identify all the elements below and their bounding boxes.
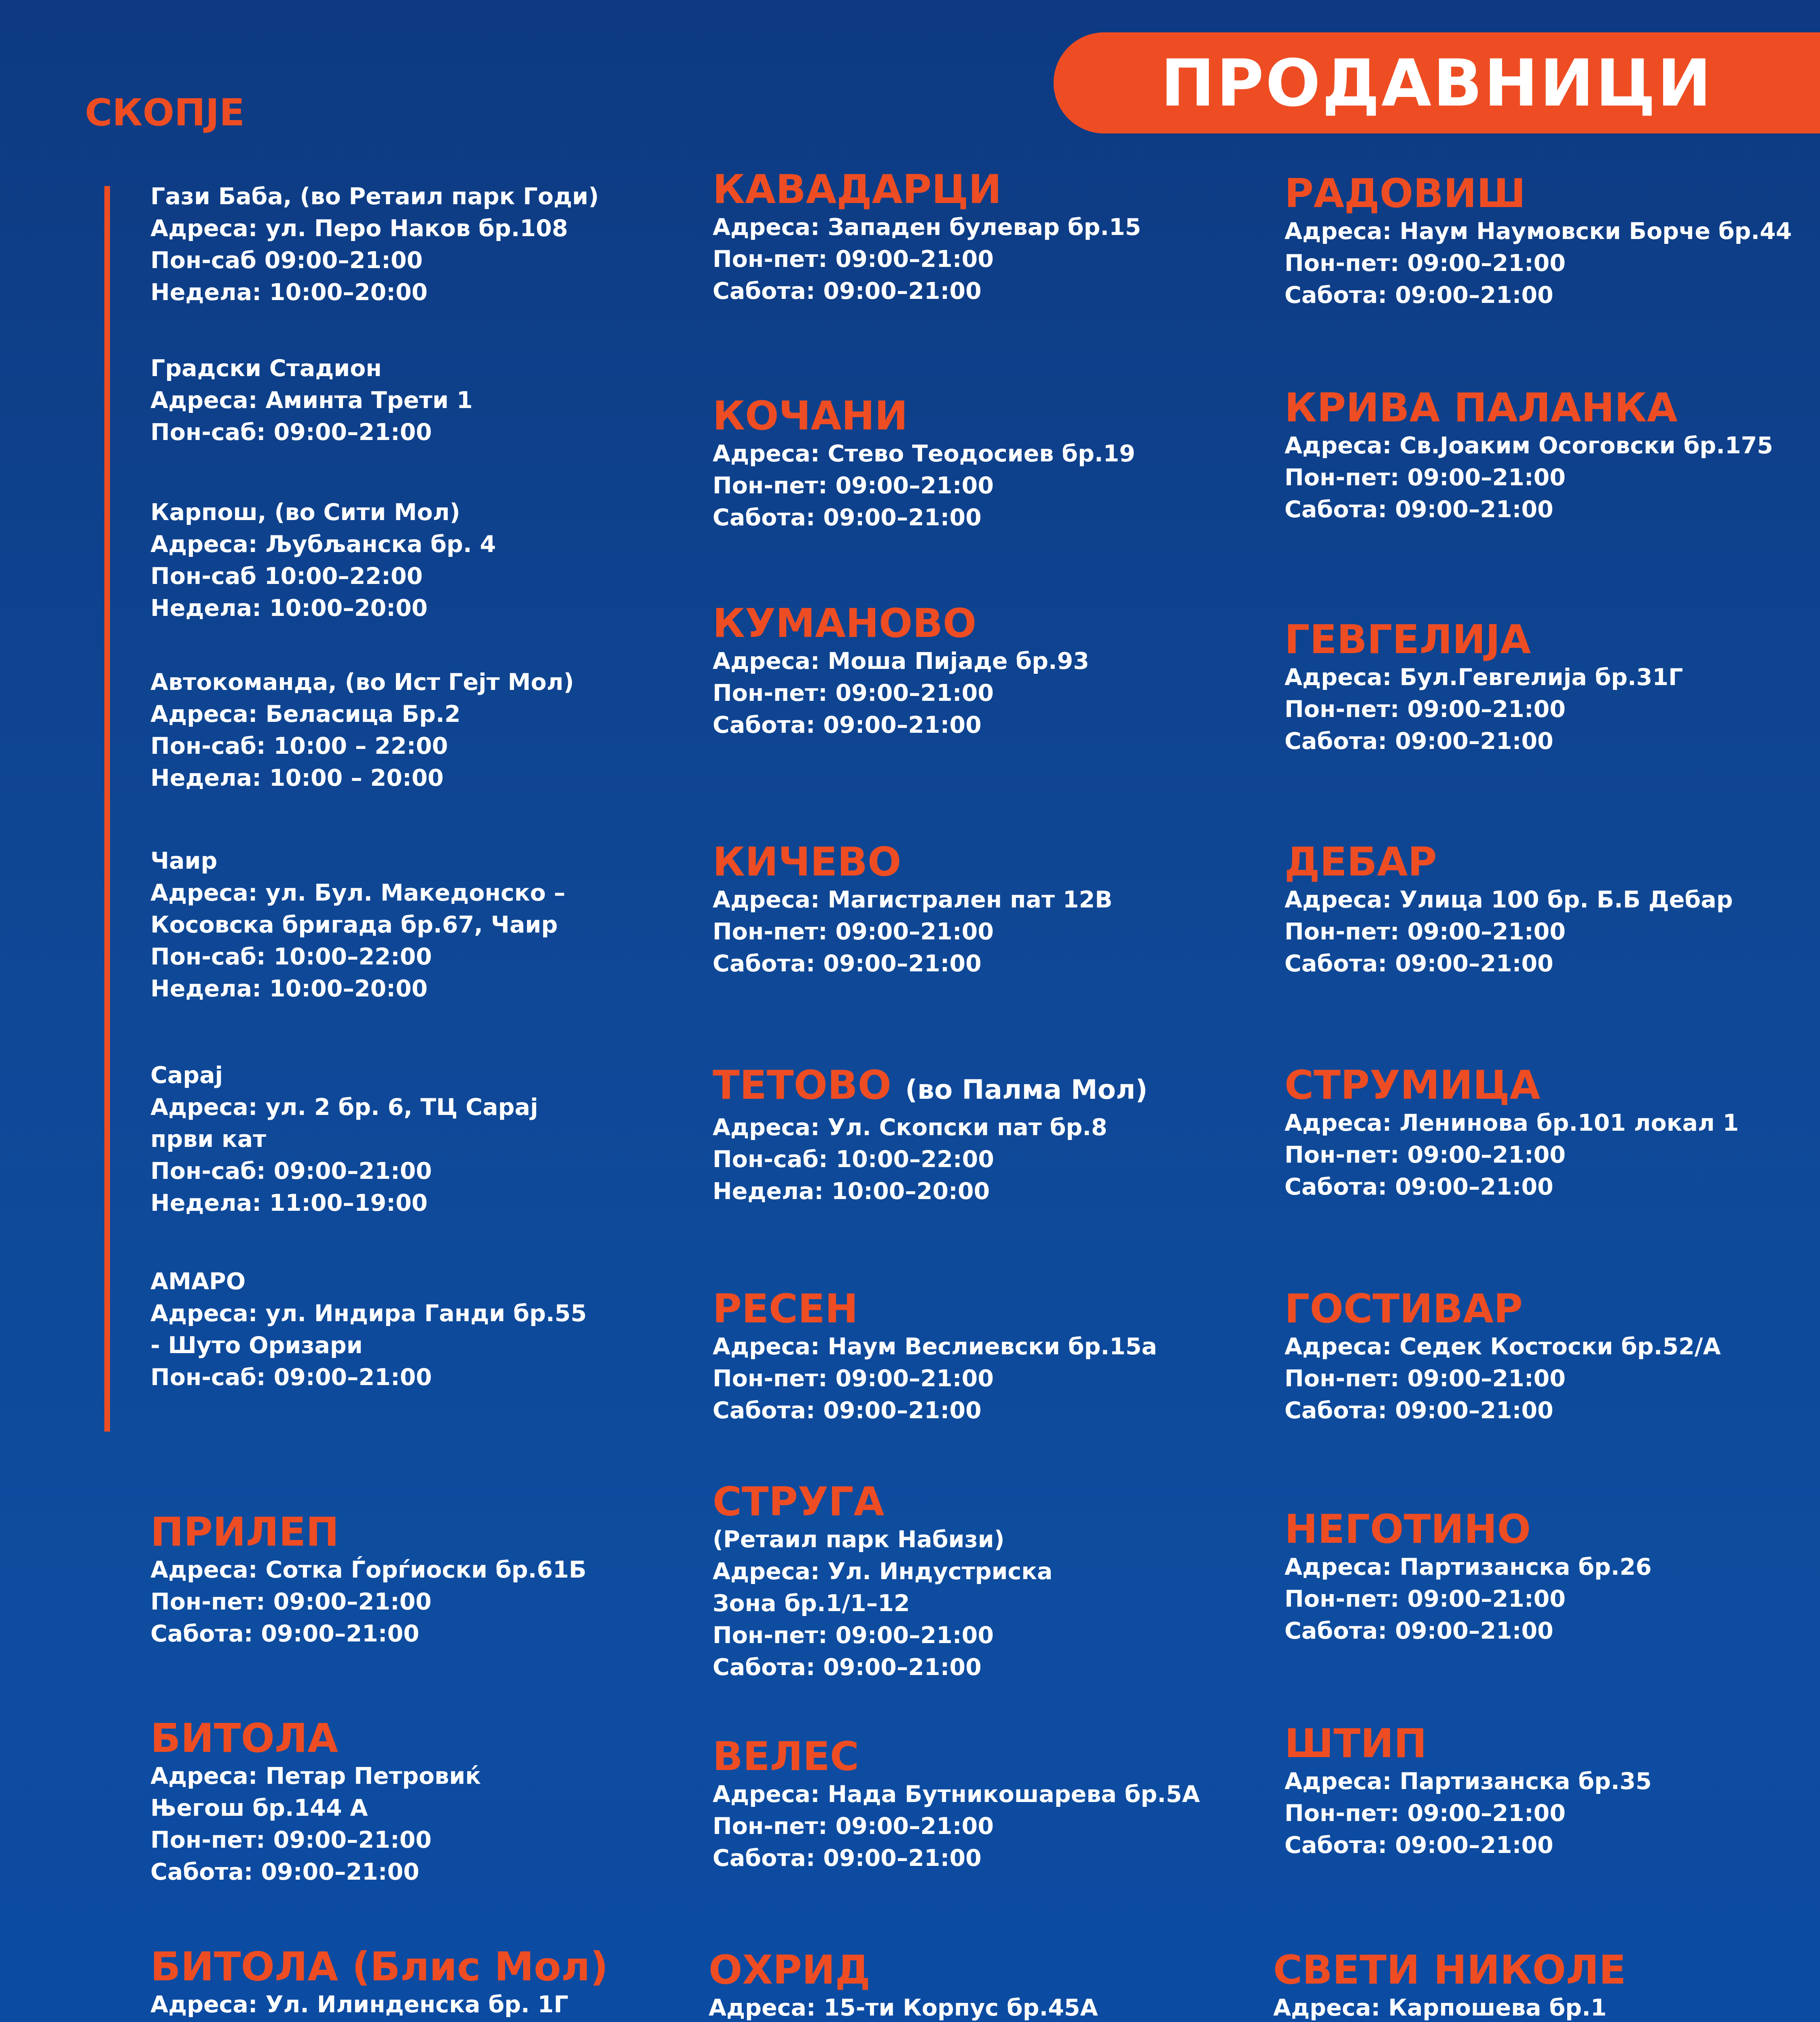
store-line: Адреса: Нада Бутникошарева бр.5А [713, 1781, 1200, 1808]
store-line: Недела: 10:00–20:00 [150, 975, 428, 1002]
store-line: Адреса: Партизанска бр.26 [1285, 1554, 1652, 1580]
store-line: Сабота: 09:00–21:00 [713, 278, 982, 305]
city-name: БИТОЛА [150, 1715, 339, 1762]
store-line: Пон-саб: 09:00–21:00 [150, 419, 432, 446]
store-line: Адреса: ул. Перо Наков бр.108 [150, 215, 568, 242]
store-line: Недела: 10:00 – 20:00 [150, 765, 444, 791]
city-store-shtip [1285, 1722, 1652, 1861]
store-line: Сабота: 09:00–21:00 [713, 1845, 982, 1872]
store-line: Адреса: Партизанска бр.35 [1285, 1768, 1652, 1795]
city-name-text: ТЕТОВО [713, 1062, 891, 1108]
store-line: први кат [150, 1126, 267, 1153]
store-line: Градски Стадион [150, 355, 382, 382]
city-note: (во Палма Мол) [905, 1074, 1148, 1105]
store-line: Пон-пет: 09:00–21:00 [1285, 250, 1566, 277]
store-line: Адреса: Стево Теодосиев бр.19 [713, 440, 1135, 467]
city-name: ОХРИД [709, 1947, 870, 1993]
store-line: Пон-саб: 09:00–21:00 [150, 1364, 432, 1391]
store-line: Пон-пет: 09:00–21:00 [713, 246, 994, 273]
store-line: Адреса: Петар Петровиќ [150, 1763, 481, 1789]
city-store-struga [713, 1480, 1052, 1684]
skopje-store [150, 181, 599, 309]
city-store-gevgelija [1285, 618, 1683, 757]
store-line: Адреса: Улица 100 бр. Б.Б Дебар [1285, 886, 1733, 913]
store-line: Недела: 10:00–20:00 [713, 1178, 990, 1205]
store-line: Пон-саб 09:00–21:00 [150, 247, 423, 274]
page-title: ПРОДАВНИЦИ [1054, 32, 1820, 133]
store-line: Адреса: Моша Пијаде бр.93 [713, 648, 1089, 675]
city-name: СТРУГА [713, 1479, 885, 1525]
store-line: АМАРО [150, 1268, 246, 1295]
store-line: Сабота: 09:00–21:00 [150, 1620, 419, 1647]
store-line: Гази Баба, (во Ретаил парк Годи) [150, 183, 599, 210]
city-store-veles [713, 1735, 1200, 1874]
store-line: Адреса: Магистрален пат 12В [713, 886, 1113, 913]
store-line: Сабота: 09:00–21:00 [1285, 282, 1553, 309]
store-line: Сабота: 09:00–21:00 [1285, 1174, 1553, 1200]
store-line: Пон-пет: 09:00–21:00 [713, 472, 994, 499]
store-line: Адреса: Карпошева бр.1 [1273, 1995, 1607, 2021]
store-line: Недела: 11:00–19:00 [150, 1190, 428, 1216]
store-line: Пон-саб: 10:00–22:00 [150, 943, 432, 970]
store-line: Сарај [150, 1062, 223, 1089]
store-line: Сабота: 09:00–21:00 [713, 1397, 982, 1424]
city-store-radovish [1285, 172, 1792, 311]
store-line: Сабота: 09:00–21:00 [150, 1859, 419, 1885]
store-line: - Шуто Оризари [150, 1332, 363, 1359]
store-line: Адреса: Наум Наумовски Борче бр.44 [1285, 218, 1792, 245]
city-store-kavadarci [713, 168, 1141, 307]
city-name: ГОСТИВАР [1285, 1286, 1523, 1332]
store-line: Пон-пет: 09:00–21:00 [1285, 1365, 1566, 1392]
store-line: Пон-пет: 09:00–21:00 [1285, 464, 1566, 491]
region-title-skopje: СКОПЈЕ [85, 91, 245, 134]
store-line: Пон-саб: 09:00–21:00 [150, 1158, 432, 1184]
store-line: Адреса: Ул. Илинденска бр. 1Г [150, 1991, 569, 2018]
skopje-store [150, 1266, 587, 1394]
store-line: (Ретаил парк Набизи) [713, 1526, 1005, 1553]
skopje-store [150, 497, 496, 624]
store-line: Адреса: Бул.Гевгелија бр.31Г [1285, 664, 1683, 691]
city-store-prilep [150, 1510, 586, 1650]
store-line: Пон-пет: 09:00–21:00 [1285, 918, 1566, 945]
store-line: Пон-пет: 09:00–21:00 [1285, 1586, 1566, 1612]
store-line: Адреса: Ленинова бр.101 локал 1 [1285, 1110, 1739, 1136]
city-name: КИЧЕВО [713, 839, 902, 885]
store-line: Адреса: Беласица Бр.2 [150, 701, 461, 728]
store-line: Адреса: ул. Индира Ганди бр.55 [150, 1300, 587, 1327]
store-line: Сабота: 09:00–21:00 [713, 712, 982, 738]
store-line: Пон-пет: 09:00–21:00 [713, 680, 994, 706]
city-store-bitola-blis [150, 1945, 608, 2022]
store-line: Пон-пет: 09:00–21:00 [713, 1365, 994, 1392]
store-line: Адреса: 15-ти Корпус бр.45А [709, 1995, 1098, 2021]
store-line: Пон-пет: 09:00–21:00 [713, 918, 994, 945]
store-line: Пон-пет: 09:00–21:00 [1285, 1142, 1566, 1168]
city-store-negotino [1285, 1508, 1652, 1647]
city-name: НЕГОТИНО [1285, 1506, 1531, 1552]
store-line: Пон-пет: 09:00–21:00 [713, 1813, 994, 1840]
skopje-store [150, 353, 473, 448]
store-line: Сабота: 09:00–21:00 [713, 504, 982, 531]
store-line: Пон-пет: 09:00–21:00 [150, 1827, 432, 1853]
city-store-ohrid [709, 1948, 1098, 2022]
store-line: Сабота: 09:00–21:00 [1285, 950, 1553, 977]
store-line: Зона бр.1/1–12 [713, 1590, 910, 1617]
city-name: ВЕЛЕС [713, 1734, 859, 1780]
city-name: БИТОЛА (Блис Мол) [150, 1944, 608, 1990]
city-store-tetovo [713, 1064, 1147, 1208]
city-name: КРИВА ПАЛАНКА [1285, 385, 1678, 431]
store-line: Адреса: Наум Веслиевски бр.15а [713, 1333, 1157, 1360]
store-line: Сабота: 09:00–21:00 [1285, 496, 1553, 523]
store-line: Адреса: Западен булевар бр.15 [713, 214, 1141, 241]
skopje-store [150, 666, 574, 794]
store-line: Пон-пет: 09:00–21:00 [713, 1622, 994, 1649]
store-line: Адреса: Ул. Индустриска [713, 1558, 1053, 1585]
city-name: ПРИЛЕП [150, 1509, 339, 1555]
city-store-sveti-nikole [1273, 1948, 1626, 2022]
city-name: ГЕВГЕЛИЈА [1285, 617, 1531, 663]
city-name: КУМАНОВО [713, 601, 977, 647]
store-line: Пон-саб: 10:00 – 22:00 [150, 733, 448, 759]
store-line: Адреса: ул. 2 бр. 6, ТЦ Сарај [150, 1094, 538, 1121]
city-store-gostivar [1285, 1287, 1721, 1427]
store-line: Пон-пет: 09:00–21:00 [150, 1588, 432, 1615]
city-name: ДЕБАР [1285, 839, 1437, 885]
store-line: Пон-пет: 09:00–21:00 [1285, 1800, 1566, 1827]
city-name [713, 1064, 1147, 1112]
city-store-kochani [713, 394, 1135, 534]
store-line: Адреса: ул. Бул. Македонско – [150, 880, 565, 906]
store-line: Адреса: Седек Костоски бр.52/А [1285, 1333, 1721, 1360]
store-line: Адреса: Св.Јоаким Осоговски бр.175 [1285, 432, 1773, 459]
store-line: Пон-саб: 10:00–22:00 [713, 1146, 994, 1173]
store-line: Адреса: Сотка Ѓорѓиоски бр.61Б [150, 1557, 586, 1583]
store-line: Сабота: 09:00–21:00 [1285, 1397, 1553, 1424]
skopje-store [150, 1060, 538, 1219]
city-store-kriva-palanka [1285, 386, 1773, 526]
store-line: Сабота: 09:00–21:00 [713, 950, 982, 977]
store-line: Карпош, (во Сити Мол) [150, 499, 460, 526]
store-line: Автокоманда, (во Ист Гејт Мол) [150, 669, 574, 696]
store-line: Недела: 10:00–20:00 [150, 595, 428, 622]
city-name: ШТИП [1285, 1721, 1427, 1767]
store-line: Чаир [150, 848, 218, 874]
city-name: РЕСЕН [713, 1286, 858, 1332]
store-line: Његош бр.144 А [150, 1795, 368, 1821]
store-line: Сабота: 09:00–21:00 [1285, 728, 1553, 755]
city-store-debar [1285, 840, 1733, 980]
store-line: Сабота: 09:00–21:00 [1285, 1618, 1553, 1644]
city-name: СВЕТИ НИКОЛЕ [1273, 1947, 1626, 1993]
store-line: Адреса: Аминта Трети 1 [150, 387, 473, 414]
store-line: Адреса: Ул. Скопски пат бр.8 [713, 1114, 1107, 1141]
store-line: Адреса: Љубљанска бр. 4 [150, 531, 496, 558]
city-name: РАДОВИШ [1285, 171, 1526, 217]
skopje-divider [104, 186, 110, 1432]
city-store-kumanovo [713, 602, 1089, 741]
city-store-strumica [1285, 1064, 1739, 1203]
city-name: КОЧАНИ [713, 393, 908, 439]
city-store-resen [713, 1287, 1157, 1427]
store-line: Пон-саб 10:00–22:00 [150, 563, 423, 590]
city-store-bitola [150, 1717, 481, 1888]
skopje-store [150, 845, 565, 1005]
city-store-kichevo [713, 840, 1113, 980]
store-line: Сабота: 09:00–21:00 [713, 1654, 982, 1681]
store-line: Пон-пет: 09:00–21:00 [1285, 696, 1566, 723]
store-line: Косовска бригада бр.67, Чаир [150, 912, 558, 938]
city-name: СТРУМИЦА [1285, 1062, 1541, 1108]
store-line: Сабота: 09:00–21:00 [1285, 1832, 1553, 1859]
city-name: КАВАДАРЦИ [713, 167, 1002, 213]
store-line: Недела: 10:00–20:00 [150, 279, 428, 306]
